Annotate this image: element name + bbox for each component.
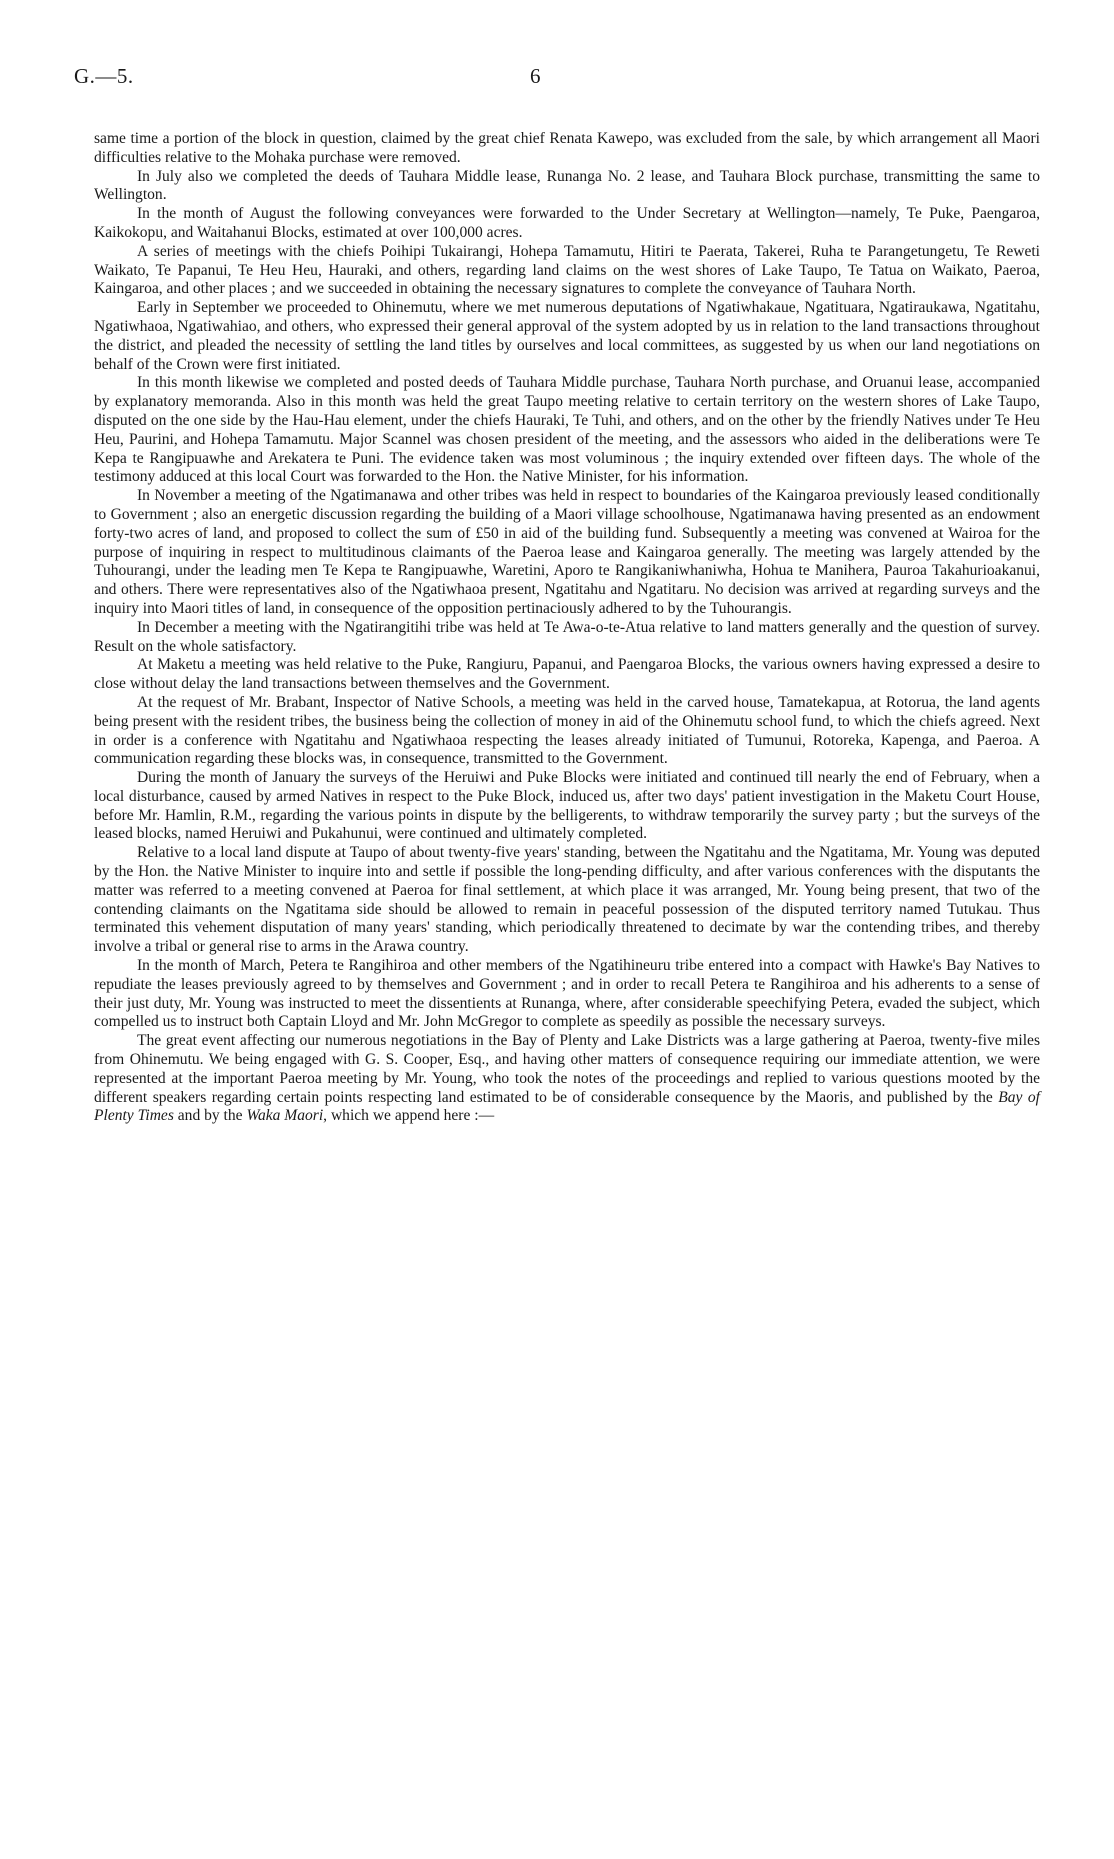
paragraph-text: same time a portion of the block in question, claimed by the great chief Renata Kawepo, was excluded from the sale, by which arrangement all Maori difficulties relative to the Mohaka purchase were removed. (94, 130, 1040, 166)
paragraph-text: Relative to a local land dispute at Taupo of about twenty-five years' standing, between the Ngatitahu and the Ngatitama, Mr. Young was deputed by the Hon. the Native Minister to inquire into and settle if possible the long-pending difficulty, and after various conferences with the disputants the matter was referred to a meeting convened at Paeroa for final settlement, at which place it was arranged, Mr. Young being present, that two of the contending claimants on the Ngatitama side should be allowed to remain in peaceful possession of the disputed territory named Tutukau. Thus terminated this vehement disputation of many years' standing, which periodically threatened to decimate by war the contending tribes, and thereby involve a tribal or general rise to arms in the Arawa country. (94, 844, 1040, 956)
paragraph (94, 205, 1040, 243)
paragraph-text: In November a meeting of the Ngatimanawa and other tribes was held in respect to boundaries of the Kaingaroa previously leased conditionally to Government ; also an energetic discussion regarding the building of a Maori village schoolhouse, Ngatimanawa having presented as an endowment forty-two acres of land, and proposed to collect the sum of £50 in aid of the building fund. Subsequently a meeting was convened at Wairoa for the purpose of inquiring in respect to multitudinous claimants of the Paeroa lease and Kaingaroa generally. The meeting was largely attended by the Tuhourangi, under the leading men Te Kepa te Rangipuawhe, Waretini, Aporo te Rangikaniwhaniwha, Hohua te Manihera, Pauroa Takahurioakanui, and others. There were representatives also of the Ngatiwhaoa present, Ngatitahu and Ngatitaru. No decision was arrived at regarding surveys and the inquiry into Maori titles of land, in consequence of the opposition pertinaciously adhered to by the Tuhourangis. (94, 487, 1040, 617)
paragraph-text: In July also we completed the deeds of Tauhara Middle lease, Runanga No. 2 lease, and Tauhara Block purchase, transmitting the same to Wellington. (94, 167, 1040, 204)
paragraph-text: At Maketu a meeting was held relative to the Puke, Rangiuru, Papanui, and Paengaroa Blocks, the various owners having expressed a desire to close without delay the land transactions between themselves and the Government. (94, 656, 1040, 693)
paragraph-text: In the month of August the following conveyances were forwarded to the Under Secretary at Wellington—namely, Te Puke, Paengaroa, Kaikokopu, and Waitahanui Blocks, estimated at over 100,000 acres. (94, 205, 1040, 241)
paragraph-text: In December a meeting with the Ngatirangitihi tribe was held at Te Awa-o-te-Atua relative to land matters generally and the question of survey. Result on the whole satisfactory. (94, 618, 1040, 655)
paragraph (94, 130, 1040, 168)
page-header (74, 64, 1054, 94)
newspaper-title: Waka Maori (246, 1107, 324, 1125)
paragraph (94, 243, 1040, 299)
paragraph-text: Early in September we proceeded to Ohinemutu, where we met numerous deputations of Ngatiwhakaue, Ngatituara, Ngatiraukawa, Ngatitahu, Ngatiwhaoa, Ngatiwahiao, and others, who expressed their general approval of the system adopted by us in relation to the land transactions throughout the district, and pleaded the necessity of settling the land titles by ourselves and local committees, as suggested by us when our land negotiations on behalf of the Crown were first initiated. (94, 299, 1040, 373)
paragraph-text: During the month of January the surveys of the Heruiwi and Puke Blocks were initiated and continued till nearly the end of February, when a local disturbance, caused by armed Natives in respect to the Puke Block, induced us, after two days' patient investigation in the Maketu Court House, before Mr. Hamlin, R.M., regarding the various points in dispute by the belligerents, to withdraw temporarily the survey party ; but the surveys of the leased blocks, named Heruiwi and Pukahunui, were continued and ultimately completed. (94, 769, 1040, 843)
newspaper-title: Bay of Plenty Times (94, 1088, 1041, 1125)
body-text (94, 130, 1040, 1126)
paragraph (94, 957, 1040, 1032)
paragraph-text: A series of meetings with the chiefs Poihipi Tukairangi, Hohepa Tamamutu, Hitiri te Paerata, Takerei, Ruha te Parangetungetu, Te Reweti Waikato, Te Papanui, Te Heu Heu, Hauraki, and others, regarding land claims on the west shores of Lake Taupo, Te Tatua on Waikato, Paeroa, Kaingaroa, and other places ; and we succeeded in obtaining the necessary signatures to complete the conveyance of Tauhara North. (94, 242, 1040, 298)
paragraph-text: In the month of March, Petera te Rangihiroa and other members of the Ngatihineuru tribe entered into a compact with Hawke's Bay Natives to repudiate the leases previously agreed to by themselves and Government ; and in order to recall Petera te Rangihiroa and his adherents to a sense of their just duty, Mr. Young was instructed to meet the dissentients at Runanga, where, after considerable speechifying Petera, evaded the subject, which compelled us to instruct both Captain Lloyd and Mr. John McGregor to complete as speedily as possible the necessary surveys. (94, 957, 1040, 1031)
paragraph (94, 656, 1040, 694)
paragraph-text: At the request of Mr. Brabant, Inspector of Native Schools, a meeting was held in the carved house, Tamatekapua, at Rotorua, the land agents being present with the resident tribes, the business being the collection of money in aid of the Ohinemutu school fund, to which the chiefs agreed. Next in order is a conference with Ngatitahu and Ngatiwhaoa respecting the leases already initiated of Tumunui, Rotoreka, Kapenga, and Paeroa. A communication regarding these blocks was, in consequence, transmitted to the Government. (94, 693, 1040, 768)
paragraph (94, 374, 1040, 487)
paragraph-text: and by the (173, 1107, 247, 1125)
paragraph (94, 299, 1040, 374)
paragraph (94, 1032, 1040, 1126)
paragraph (94, 168, 1040, 206)
paragraph (94, 769, 1040, 844)
paragraph (94, 619, 1040, 657)
paragraph (94, 844, 1040, 957)
paragraph-text: In this month likewise we completed and posted deeds of Tauhara Middle purchase, Tauhara North purchase, and Oruanui lease, accompanied by explanatory memoranda. Also in this month was held the great Taupo meeting relative to certain territory on the western shores of Lake Taupo, disputed on the one side by the Hau-Hau element, under the chiefs Hauraki, Te Tuhi, and others, and on the other by the friendly Natives under Te Heu Heu, Paurini, and Hohepa Tamamutu. Major Scannel was chosen president of the meeting, and the assessors who aided in the deliberations were Te Kepa te Rangipuawhe and Arekatera te Puni. The evidence taken was most voluminous ; the inquiry extended over fifteen days. The whole of the testimony adduced at this local Court was forwarded to the Hon. the Native Minister, for his information. (94, 374, 1040, 486)
paragraph (94, 694, 1040, 769)
paragraph (94, 487, 1040, 619)
document-reference: G.—5. (74, 64, 134, 88)
paragraph-text: , which we append here :— (323, 1107, 495, 1125)
paragraph-text: The great event affecting our numerous negotiations in the Bay of Plenty and Lake Districts was a large gathering at Paeroa, twenty-five miles from Ohinemutu. We being engaged with G. S. Cooper, Esq., and having other matters of consequence requiring our immediate attention, we were represented at the important Paeroa meeting by Mr. Young, who took the notes of the proceedings and replied to various questions mooted by the different speakers regarding certain points respecting land estimated to be of considerable consequence by the Maoris, and published by the (94, 1032, 1040, 1106)
page-number: 6 (530, 64, 541, 88)
